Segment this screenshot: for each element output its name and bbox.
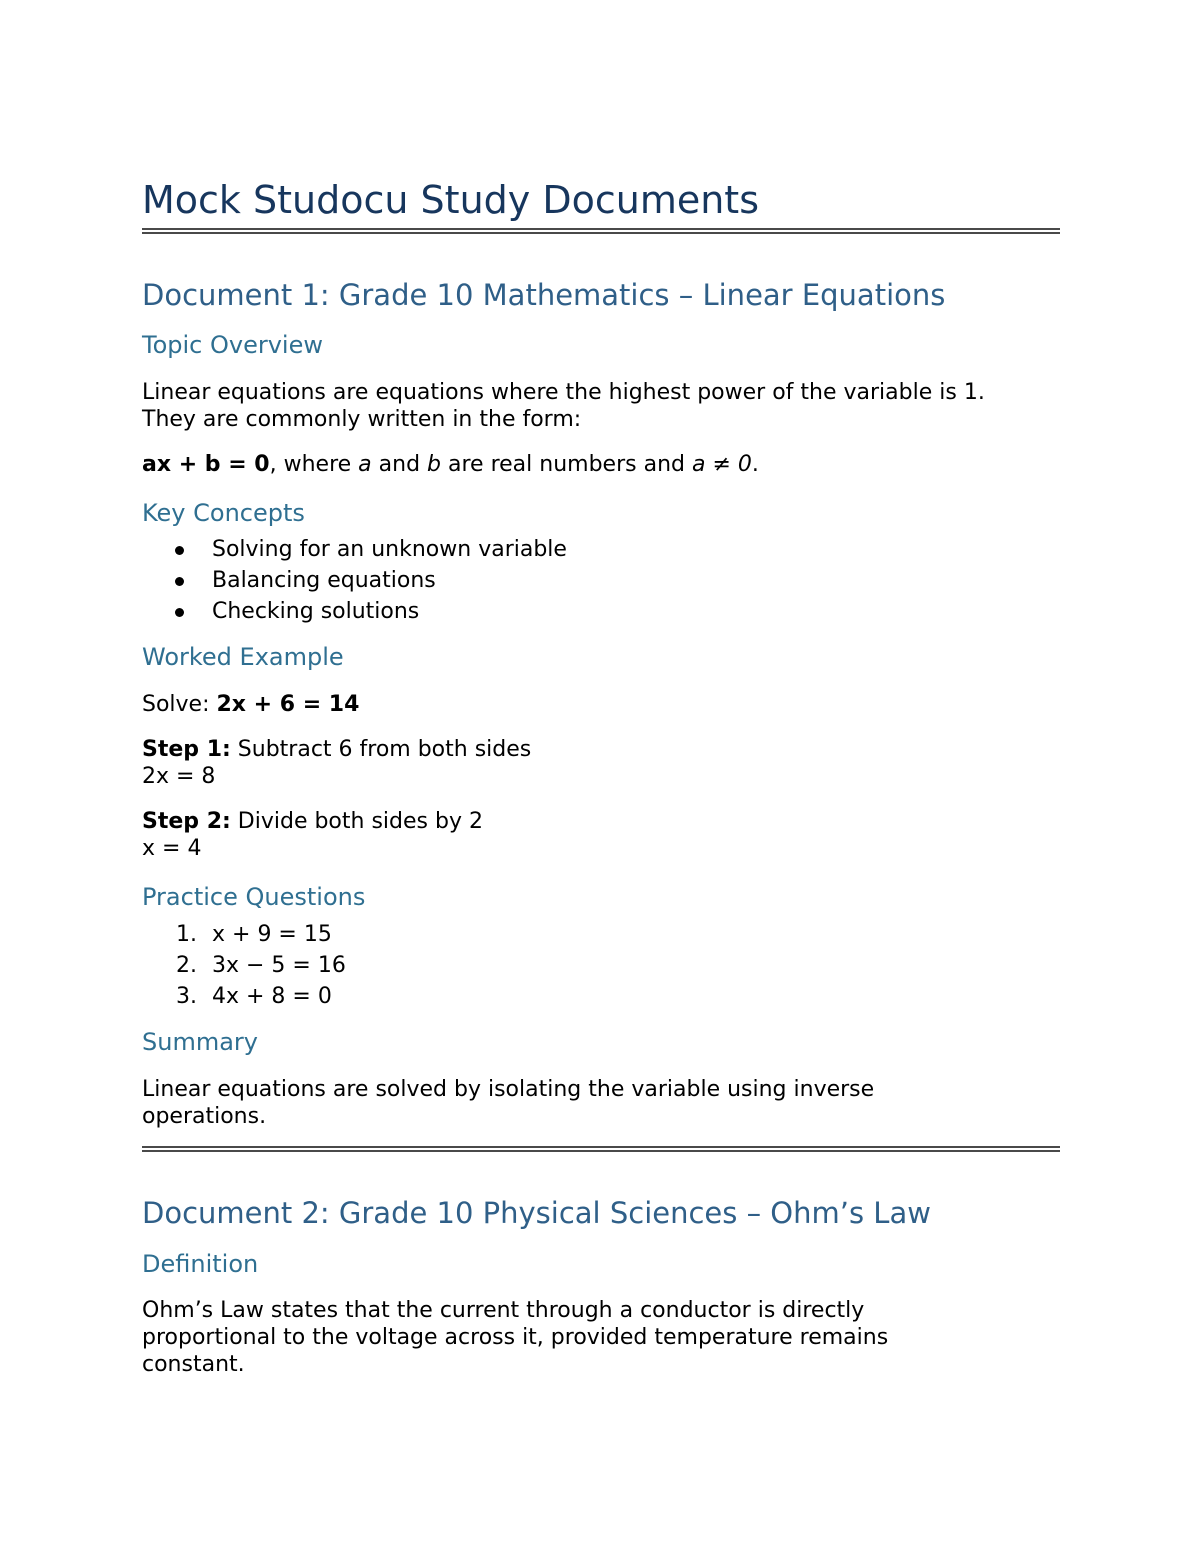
overview-line-2: They are commonly written in the form: <box>142 407 582 432</box>
page-title: Mock Studocu Study Documents <box>142 178 759 222</box>
solve-line <box>142 691 1060 718</box>
title-divider <box>142 228 1060 234</box>
overview-paragraph <box>142 379 1060 433</box>
practice-questions-list <box>142 919 346 1012</box>
doc2-heading: Document 2: Grade 10 Physical Sciences – Ohm’s Law <box>142 1196 931 1230</box>
doc1-heading: Document 1: Grade 10 Mathematics – Linear Equations <box>142 278 946 312</box>
definition-line-2: proportional to the voltage across it, provided temperature remains <box>142 1325 889 1350</box>
bullet-icon <box>175 577 184 586</box>
step-2-label: Step 2: <box>142 809 231 834</box>
topic-overview-heading: Topic Overview <box>142 331 323 359</box>
list-item <box>142 565 567 596</box>
key-concepts-list <box>142 534 567 627</box>
list-item <box>142 950 346 981</box>
solve-equation: 2x + 6 = 14 <box>216 692 360 717</box>
practice-questions-heading: Practice Questions <box>142 883 366 911</box>
bullet-icon <box>175 608 184 617</box>
summary-line-1: Linear equations are solved by isolating the variable using inverse <box>142 1077 875 1102</box>
formula-var-b: b <box>427 452 442 477</box>
step-2-result: x = 4 <box>142 836 202 861</box>
formula-text-1: , where <box>269 452 359 477</box>
formula-text-4: . <box>751 452 759 477</box>
step-1-label: Step 1: <box>142 737 231 762</box>
list-item-text: Solving for an unknown variable <box>212 537 567 562</box>
definition-line-3: constant. <box>142 1352 245 1377</box>
bullet-icon <box>175 546 184 555</box>
list-item <box>142 981 346 1012</box>
list-item-text: Balancing equations <box>212 568 436 593</box>
solve-label: Solve: <box>142 692 217 717</box>
formula-condition: a ≠ 0 <box>691 452 752 477</box>
document-divider <box>142 1146 1060 1152</box>
list-item <box>142 596 567 627</box>
question-number: 3. <box>176 984 197 1009</box>
summary-heading: Summary <box>142 1028 258 1056</box>
question-number: 1. <box>176 922 197 947</box>
worked-example-heading: Worked Example <box>142 643 344 671</box>
overview-line-1: Linear equations are equations where the highest power of the variable is 1. <box>142 380 985 405</box>
definition-line-1: Ohm’s Law states that the current through a conductor is directly <box>142 1298 865 1323</box>
formula-var-a: a <box>358 452 372 477</box>
step-2 <box>142 808 1060 862</box>
step-1 <box>142 736 1060 790</box>
summary-line-2: operations. <box>142 1104 267 1129</box>
definition-paragraph <box>142 1297 1060 1378</box>
definition-heading: Definition <box>142 1250 259 1278</box>
list-item <box>142 919 346 950</box>
step-2-text: Divide both sides by 2 <box>230 809 483 834</box>
list-item-text: Checking solutions <box>212 599 420 624</box>
key-concepts-heading: Key Concepts <box>142 499 305 527</box>
list-item <box>142 534 567 565</box>
step-1-result: 2x = 8 <box>142 764 216 789</box>
summary-paragraph <box>142 1076 1060 1130</box>
formula-expression: ax + b = 0 <box>142 452 270 477</box>
formula-text-3: are real numbers and <box>441 452 692 477</box>
formula-text-2: and <box>371 452 428 477</box>
question-number: 2. <box>176 953 197 978</box>
question-text: 4x + 8 = 0 <box>212 984 332 1009</box>
formula-paragraph <box>142 451 1060 478</box>
question-text: 3x − 5 = 16 <box>212 953 346 978</box>
step-1-text: Subtract 6 from both sides <box>230 737 532 762</box>
question-text: x + 9 = 15 <box>212 922 332 947</box>
